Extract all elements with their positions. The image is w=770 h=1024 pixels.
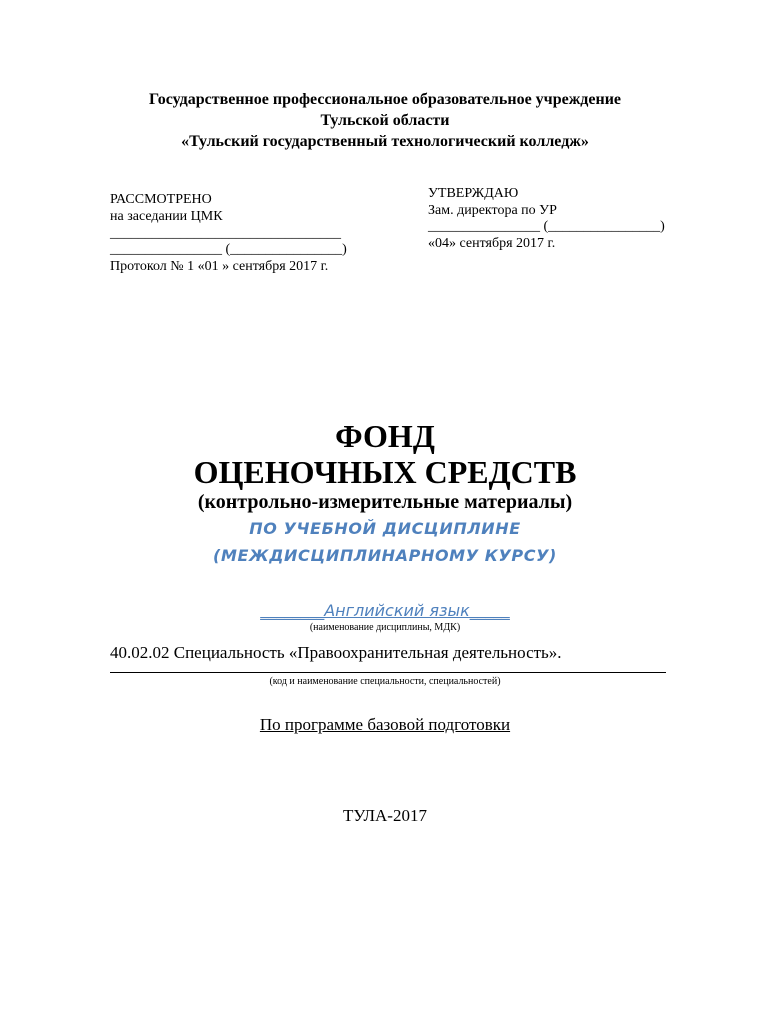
title-line-1: ФОНД bbox=[335, 418, 435, 454]
reviewed-signature-line: _________________________________ bbox=[110, 226, 341, 241]
program-level: По программе базовой подготовки bbox=[259, 715, 511, 734]
approved-signature-line: ________________ (________________) bbox=[428, 219, 665, 234]
header-line-1: Государственное профессиональное образовательное учреждение bbox=[148, 91, 622, 108]
discipline-caption: (наименование дисциплины, МДК) bbox=[309, 622, 461, 633]
approved-position: Зам. директора по УР bbox=[428, 203, 557, 218]
title-line-2: ОЦЕНОЧНЫХ СРЕДСТВ bbox=[193, 454, 577, 490]
specialty-caption: (код и наименование специальности, специальностей) bbox=[269, 676, 501, 687]
title-line-3: (контрольно-измерительные материалы) bbox=[197, 491, 573, 513]
city-year: ТУЛА-2017 bbox=[343, 806, 427, 825]
approved-label: УТВЕРЖДАЮ bbox=[428, 186, 519, 201]
header-line-2: Тульской области bbox=[320, 112, 450, 129]
title-line-4: ПО УЧЕБНОЙ ДИСЦИПЛИНЕ bbox=[249, 519, 521, 538]
specialty-text: 40.02.02 Специальность «Правоохранительная деятельность». bbox=[110, 643, 562, 662]
reviewed-protocol: Протокол № 1 «01 » сентября 2017 г. bbox=[110, 259, 329, 274]
reviewed-label: РАССМОТРЕНО bbox=[110, 192, 212, 207]
reviewed-name-line: ________________ (________________) bbox=[110, 242, 347, 257]
specialty-rule bbox=[110, 672, 666, 673]
header-line-3: «Тульский государственный технологический колледж» bbox=[181, 133, 589, 150]
reviewed-meeting: на заседании ЦМК bbox=[110, 209, 223, 224]
title-line-5: (МЕЖДИСЦИПЛИНАРНОМУ КУРСУ) bbox=[213, 546, 557, 565]
approved-date: «04» сентября 2017 г. bbox=[428, 236, 556, 251]
discipline-name: ________Английский язык_____ bbox=[260, 601, 510, 620]
